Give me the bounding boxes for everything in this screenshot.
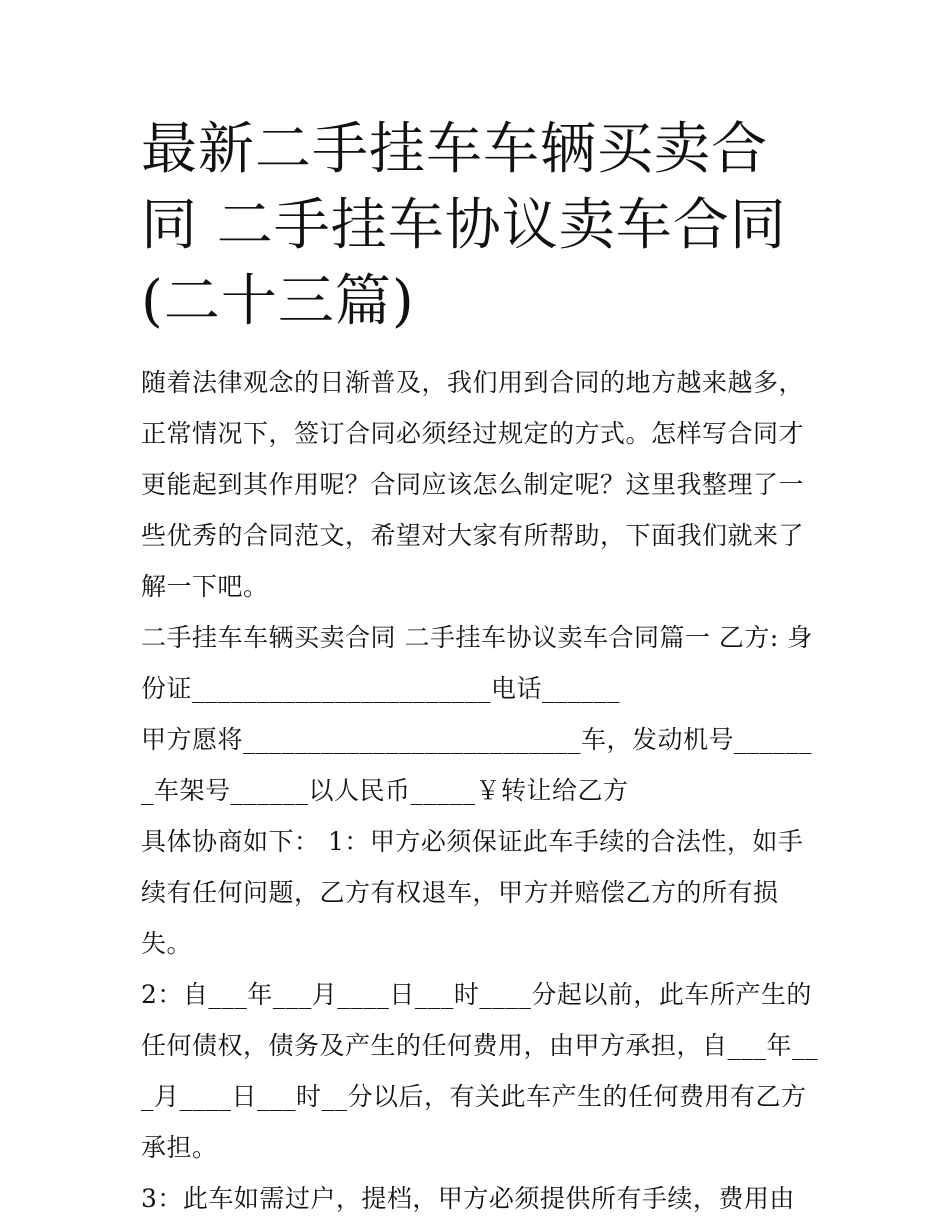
paragraph-intro: 随着法律观念的日渐普及，我们用到合同的地方越来越多，正常情况下，签订合同必须经过规定的方式。怎样写合同才更能起到其作用呢？合同应该怎么制定呢？这里我整理了一些优秀的合同范文，希望对大家有所帮助，下面我们就来了解一下吧。 bbox=[141, 368, 805, 601]
paragraph-clause-2: 2：自___年___月____日___时____分起以前，此车所产生的任何债权，债务及产生的任何费用，由甲方承担，自___年___月____日___时__分以后，有关此车产生的任何费用有乙方承担。 bbox=[141, 980, 819, 1162]
document-body bbox=[141, 357, 821, 1224]
document-title: 最新二手挂车车辆买卖合同 二手挂车协议卖车合同(二十三篇) bbox=[141, 117, 787, 334]
paragraph-clause-1: 具体协商如下： 1：甲方必须保证此车手续的合法性，如手续有任何问题，乙方有权退车，甲方并赔偿乙方的所有损失。 bbox=[141, 827, 804, 958]
paragraph-clause-3: 3：此车如需过户，提档，甲方必须提供所有手续，费用由 bbox=[141, 1184, 795, 1213]
paragraph-contract-header: 二手挂车车辆买卖合同 二手挂车协议卖车合同篇一 乙方: 身份证_______________________电话______ bbox=[141, 623, 813, 703]
paragraph-vehicle-transfer: 甲方愿将__________________________车，发动机号_______车架号______以人民币_____￥转让给乙方 bbox=[141, 725, 813, 805]
document-page bbox=[141, 112, 821, 1224]
